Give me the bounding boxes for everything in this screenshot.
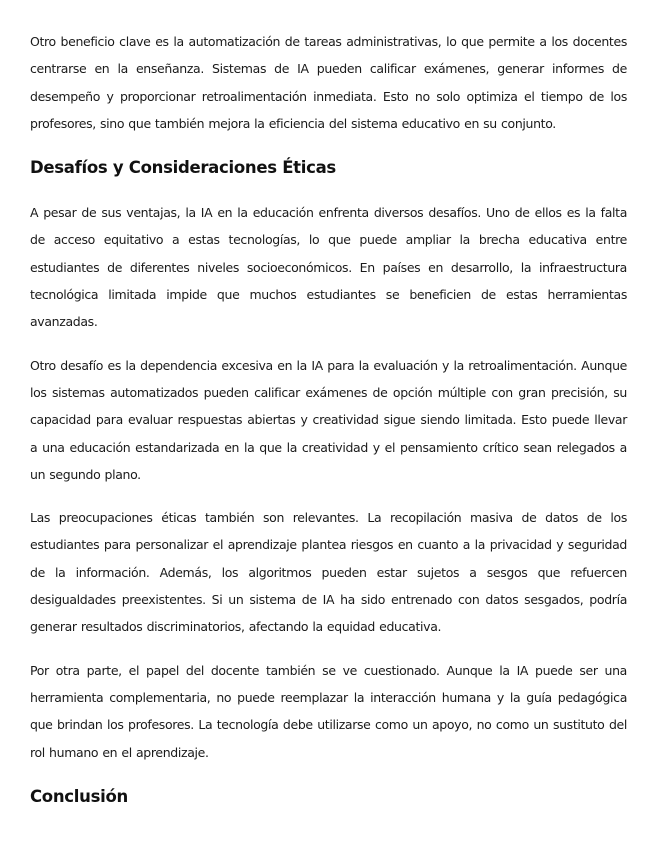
section-heading-challenges: Desafíos y Consideraciones Éticas: [30, 158, 336, 178]
intro-paragraph: Otro beneficio clave es la automatización de tareas administrativas, lo que permite a los docentes centrarse en la enseñanza. Sistemas de IA pueden calificar exámenes, generar informes de desempeño y proporcionar retroalimentación inmediata. Esto no solo optimiza el tiempo de los profesores, sino que también mejora la eficiencia del sistema educativo en su conjunto.: [30, 34, 627, 131]
document-page: [30, 28, 627, 828]
paragraph-teacher-role: Por otra parte, el papel del docente también se ve cuestionado. Aunque la IA puede ser una herramienta complementaria, no puede reemplazar la interacción humana y la guía pedagógica que brindan los profesores. La tecnología debe utilizarse como un apoyo, no como un sustituto del rol humano en el aprendizaje.: [30, 662, 627, 760]
section-heading-conclusion: Conclusión: [30, 786, 128, 806]
paragraph-dependence: Otro desafío es la dependencia excesiva en la IA para la evaluación y la retroalimentación. Aunque los sistemas automatizados pueden calificar exámenes de opción múltiple con gran precisión, su capacidad para evaluar respuestas abiertas y creatividad sigue siendo limitada. Esto puede llevar a una educación estandarizada en la que la creatividad y el pensamiento crítico sean relegados a un segundo plano.: [30, 357, 627, 482]
paragraph-access: A pesar de sus ventajas, la IA en la educación enfrenta diversos desafíos. Uno de ellos es la falta de acceso equitativo a estas tecnologías, lo que puede ampliar la brecha educativa entre estudiantes de diferentes niveles socioeconómicos. En países en desarrollo, la infraestructura tecnológica limitada impide que muchos estudiantes se beneficien de estas herramientas avanzadas.: [30, 205, 627, 330]
paragraph-ethics: Las preocupaciones éticas también son relevantes. La recopilación masiva de datos de los estudiantes para personalizar el aprendizaje plantea riesgos en cuanto a la privacidad y seguridad de la información. Además, los algoritmos pueden estar sujetos a sesgos que refuercen desigualdades preexistentes. Si un sistema de IA ha sido entrenado con datos sesgados, podría generar resultados discriminatorios, afectando la equidad educativa.: [30, 510, 627, 635]
